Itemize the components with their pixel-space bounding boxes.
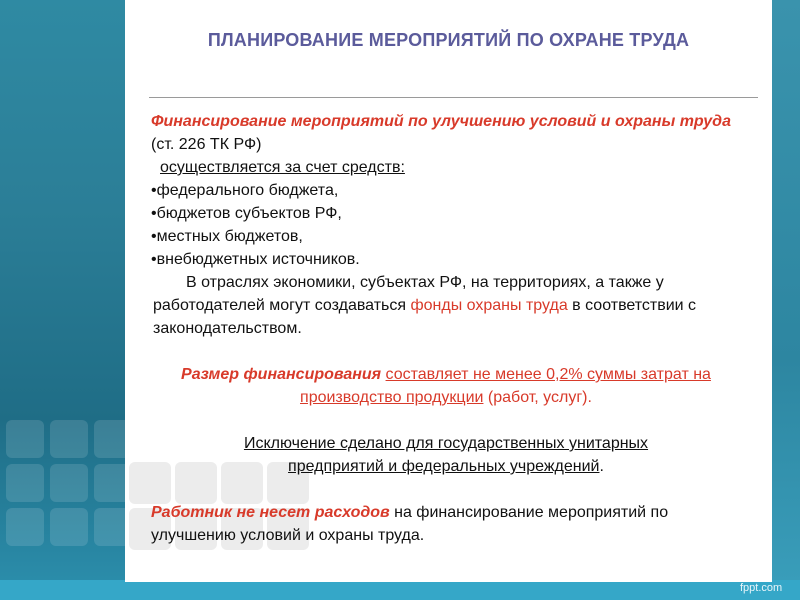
background-left-band (0, 0, 125, 600)
intro-paragraph (151, 110, 741, 156)
slide-panel (125, 0, 772, 582)
decor-tile (6, 508, 44, 546)
decor-tile (50, 464, 88, 502)
worker-bold: Работник не несет расходов (151, 504, 390, 521)
size-underlined: составляет не менее 0,2% суммы затрат на производство продукции (300, 366, 711, 406)
exception-underlined: Исключение сделано для государственных унитарных предприятий и федеральных учреждений (243, 435, 649, 475)
spacer (151, 409, 741, 432)
spacer (151, 340, 741, 363)
decor-tile (94, 464, 125, 502)
list-item: •внебюджетных источников. (151, 251, 360, 268)
decor-tile (50, 420, 88, 458)
size-bold: Размер финансирования (181, 366, 382, 383)
decor-tile (50, 508, 88, 546)
slide-content (151, 110, 741, 547)
intro-bold: Финансирование мероприятий по улучшению условий и охраны труда (151, 113, 731, 130)
title-divider (149, 97, 758, 98)
list-item: •федерального бюджета, (151, 182, 339, 199)
background-bottom-band (0, 580, 800, 600)
decor-tile (94, 420, 125, 458)
list-item: •бюджетов субъектов РФ, (151, 205, 342, 222)
worker-paragraph (151, 501, 741, 547)
funds-text-1: В отраслях экономики, субъектах РФ, на территориях, а также у работодателей могут создаваться (153, 274, 664, 314)
intro-ref: (ст. 226 ТК РФ) (151, 136, 262, 153)
exception-paragraph (151, 432, 741, 478)
spacer (151, 478, 741, 501)
funds-highlight: фонды охраны труда (410, 297, 568, 314)
sources-heading (151, 156, 741, 179)
worker-tail: на финансирование мероприятий по улучшению условий и охраны труда. (151, 504, 669, 544)
decor-tile (6, 420, 44, 458)
decor-tile (94, 508, 125, 546)
decor-tile (6, 464, 44, 502)
exception-tail: . (599, 458, 604, 475)
funds-paragraph (153, 271, 741, 340)
size-paragraph (151, 363, 741, 409)
sources-heading-text: осуществляется за счет средств: (160, 159, 405, 176)
footer-brand: fppt.com (740, 582, 783, 594)
size-tail: (работ, услуг). (483, 389, 592, 406)
funds-text-2: в соответствии с законодательством. (153, 297, 697, 337)
background-right-band (772, 0, 800, 600)
list-item: •местных бюджетов, (151, 228, 303, 245)
slide-title: ПЛАНИРОВАНИЕ МЕРОПРИЯТИЙ ПО ОХРАНЕ ТРУДА (207, 30, 690, 50)
